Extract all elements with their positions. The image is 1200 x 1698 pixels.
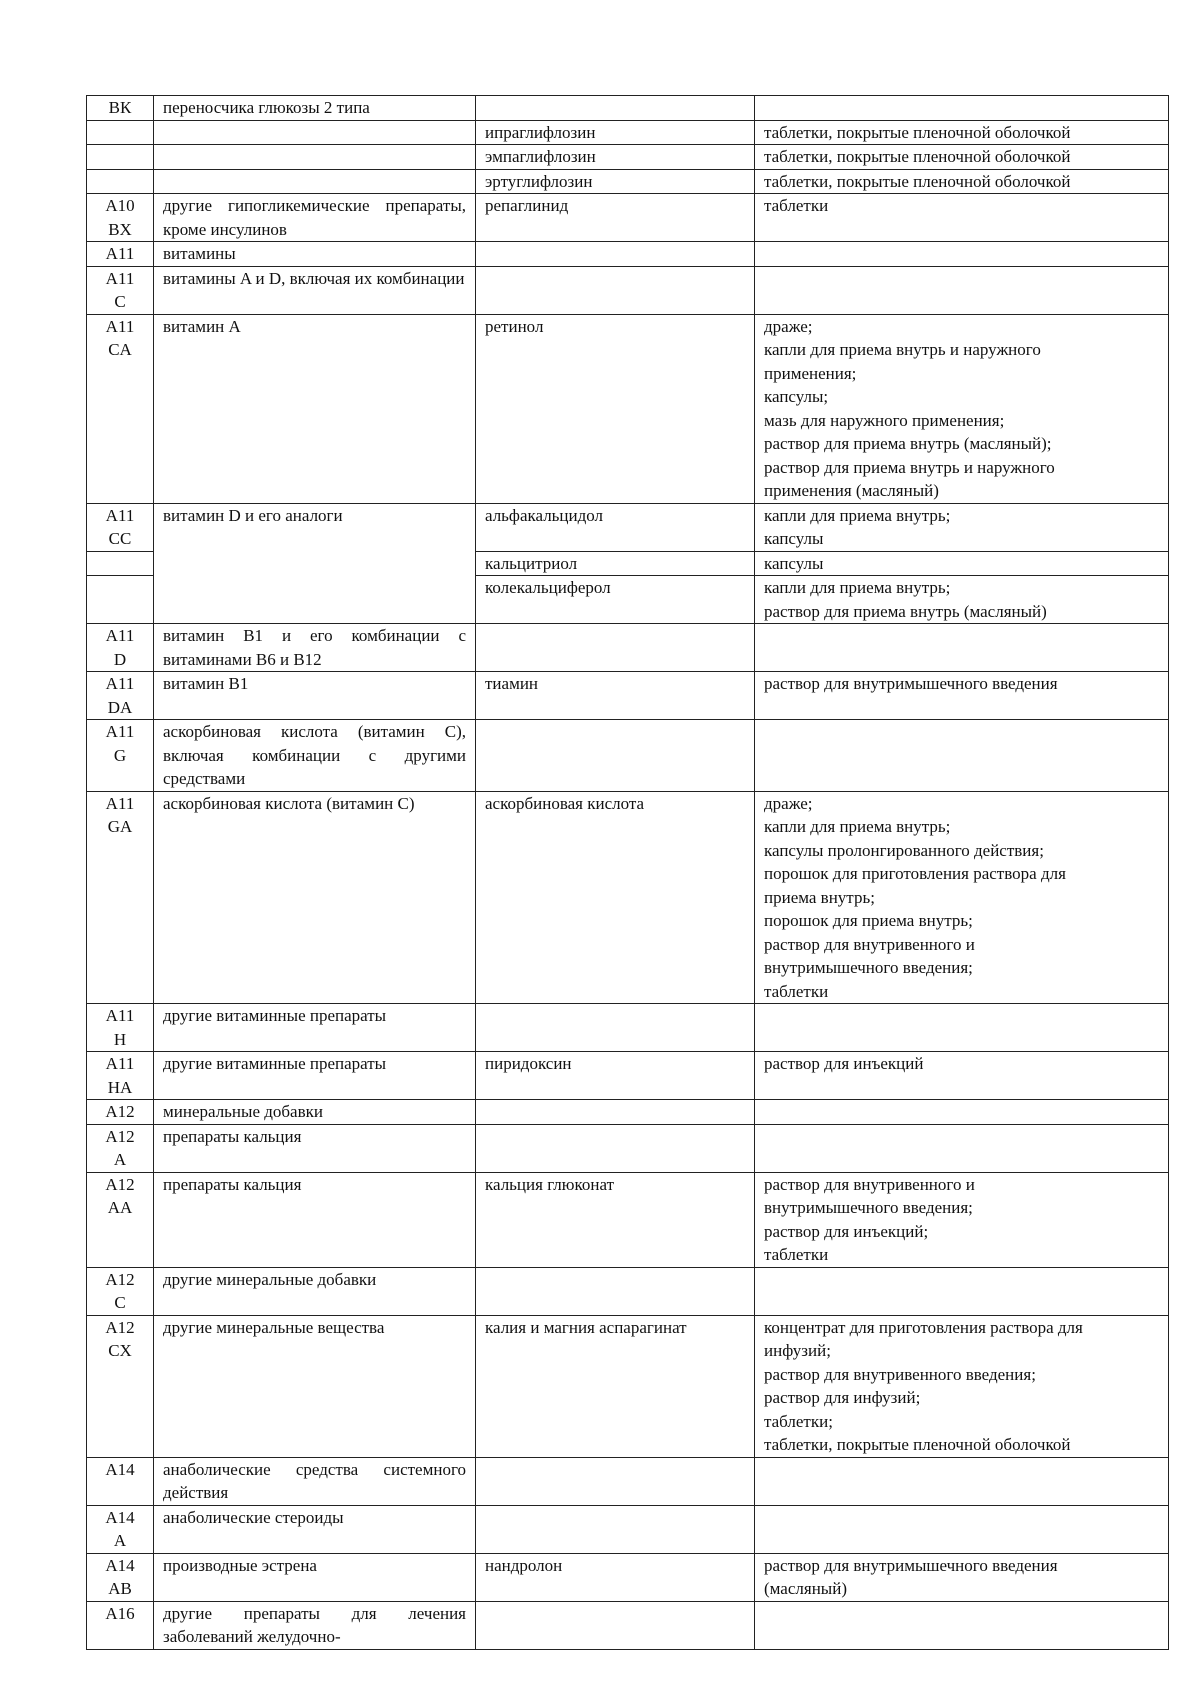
atc-code-line: A11 [105, 722, 135, 741]
atc-code-cell [87, 96, 154, 121]
drug-name-cell: ипраглифлозин [476, 120, 755, 145]
table-row [87, 1004, 1169, 1052]
drug-name-cell [476, 96, 755, 121]
table-row [87, 624, 1169, 672]
atc-group-cell: другие витаминные препараты [154, 1004, 476, 1052]
drug-name-cell [476, 720, 755, 792]
atc-code-line: A12 [105, 1126, 135, 1146]
dosage-form-line: капсулы пролонгированного действия; [764, 840, 1044, 860]
atc-code-line: AA [107, 1198, 133, 1217]
atc-code-line: A10 [105, 196, 135, 215]
dosage-form-cell [755, 503, 1169, 551]
dosage-form-line: капли для приема внутрь и наружного [764, 340, 1041, 359]
atc-group-cell: витамины A и D, включая их комбинации [154, 266, 476, 314]
dosage-form-cell [755, 1553, 1169, 1601]
atc-code-line: CA [108, 340, 132, 359]
drug-name-cell [476, 1004, 755, 1052]
atc-code-line: BX [108, 219, 132, 239]
table-row [87, 145, 1169, 170]
dosage-form-line: драже; [764, 316, 813, 336]
atc-code-line: A11 [105, 268, 135, 288]
drug-name-cell: нандролон [476, 1553, 755, 1601]
atc-group-cell: анаболические стероиды [154, 1505, 476, 1553]
atc-group-cell: препараты кальция [154, 1172, 476, 1267]
atc-code-cell [87, 169, 154, 194]
dosage-form-line: раствор для инъекций; [764, 1221, 929, 1241]
dosage-form-cell [755, 266, 1169, 314]
drug-list-table [86, 95, 1169, 1650]
atc-group-cell: другие минеральные вещества [154, 1315, 476, 1457]
drug-name-cell: эртуглифлозин [476, 169, 755, 194]
atc-group-cell: витамин A [154, 314, 476, 503]
atc-group-cell: витамин B1 и его комбинации с витаминами B6 и B12 [154, 624, 476, 672]
table-row [87, 1553, 1169, 1601]
dosage-form-cell [755, 624, 1169, 672]
atc-code-line: A16 [105, 1603, 135, 1623]
atc-code-line: A11 [105, 1054, 135, 1073]
drug-name-cell: тиамин [476, 672, 755, 720]
dosage-form-cell [755, 194, 1169, 242]
dosage-form-cell [755, 1052, 1169, 1100]
dosage-form-line: таблетки [764, 1245, 829, 1264]
drug-name-cell [476, 1601, 755, 1649]
dosage-form-line: применения (масляный) [764, 481, 939, 500]
dosage-form-line: капсулы [764, 553, 824, 573]
dosage-form-line: таблетки, покрытые пленочной оболочкой [764, 147, 1071, 166]
atc-code-line: HA [107, 1077, 133, 1097]
atc-group-cell: аскорбиновая кислота (витамин C), включая комбинации с другими средствами [154, 720, 476, 792]
dosage-form-line: капли для приема внутрь; [764, 578, 951, 597]
table-row [87, 503, 1169, 551]
dosage-form-cell [755, 551, 1169, 576]
atc-code-line: AB [108, 1579, 132, 1598]
dosage-form-line: таблетки, покрытые пленочной оболочкой [764, 122, 1071, 142]
atc-code-line: A11 [105, 793, 135, 813]
dosage-form-line: раствор для приема внутрь (масляный) [764, 601, 1047, 621]
atc-code-line: C [114, 292, 126, 311]
dosage-form-line: приема внутрь; [764, 887, 875, 907]
atc-code-line: A14 [105, 1507, 135, 1527]
atc-code-line: A12 [105, 1269, 135, 1289]
dosage-form-line: раствор для внутривенного и [764, 934, 975, 954]
dosage-form-cell [755, 1172, 1169, 1267]
table-row [87, 1601, 1169, 1649]
atc-code-cell [87, 1505, 154, 1553]
dosage-form-cell [755, 145, 1169, 170]
dosage-form-line: драже; [764, 793, 813, 813]
drug-name-cell: кальция глюконат [476, 1172, 755, 1267]
atc-code-line: A [113, 1150, 127, 1169]
atc-group-cell: другие гипогликемические препараты, кроме инсулинов [154, 194, 476, 242]
table-row [87, 720, 1169, 792]
dosage-form-line: раствор для внутримышечного введения [764, 1555, 1058, 1575]
atc-code-line: GA [107, 817, 133, 836]
drug-name-cell [476, 1100, 755, 1125]
table-row [87, 242, 1169, 267]
dosage-form-cell [755, 1505, 1169, 1553]
dosage-form-line: капсулы [764, 529, 824, 548]
atc-code-line: DA [107, 697, 133, 717]
atc-code-line: C [114, 1293, 126, 1312]
dosage-form-line: (масляный) [764, 1579, 847, 1598]
atc-code-cell [87, 720, 154, 792]
drug-name-cell: ретинол [476, 314, 755, 503]
drug-name-cell: аскорбиновая кислота [476, 791, 755, 1004]
table-row [87, 266, 1169, 314]
dosage-form-cell [755, 1315, 1169, 1457]
atc-group-cell: минеральные добавки [154, 1100, 476, 1125]
atc-code-cell [87, 791, 154, 1004]
atc-code-cell [87, 1100, 154, 1125]
dosage-form-line: таблетки, покрытые пленочной оболочкой [764, 1435, 1071, 1454]
dosage-form-cell [755, 791, 1169, 1004]
table-row [87, 1172, 1169, 1267]
dosage-form-line: раствор для инъекций [764, 1054, 924, 1073]
dosage-form-line: капли для приема внутрь; [764, 817, 951, 836]
table-row [87, 672, 1169, 720]
atc-code-cell [87, 576, 154, 624]
atc-code-line: A11 [105, 674, 135, 693]
atc-code-cell [87, 242, 154, 267]
dosage-form-line: раствор для приема внутрь (масляный); [764, 434, 1052, 453]
atc-group-cell: другие витаминные препараты [154, 1052, 476, 1100]
dosage-form-line: таблетки; [764, 1411, 833, 1431]
dosage-form-line: внутримышечного введения; [764, 1198, 973, 1217]
dosage-form-line: таблетки [764, 196, 829, 215]
atc-code-cell [87, 1315, 154, 1457]
atc-code-cell [87, 1172, 154, 1267]
atc-group-cell [154, 120, 476, 145]
atc-code-line: G [113, 745, 127, 765]
table-row [87, 1124, 1169, 1172]
dosage-form-cell [755, 1004, 1169, 1052]
dosage-form-cell [755, 672, 1169, 720]
atc-group-cell [154, 145, 476, 170]
atc-code-line: A11 [105, 244, 135, 263]
drug-name-cell [476, 242, 755, 267]
dosage-form-cell [755, 576, 1169, 624]
dosage-form-line: раствор для приема внутрь и наружного [764, 457, 1055, 477]
table-row [87, 96, 1169, 121]
atc-group-cell: анаболические средства системного действия [154, 1457, 476, 1505]
atc-code-line: A11 [105, 505, 135, 525]
atc-code-line: A14 [105, 1555, 135, 1575]
table-row [87, 1052, 1169, 1100]
atc-code-line: A11 [105, 316, 135, 336]
table-row [87, 1457, 1169, 1505]
atc-group-cell: другие минеральные добавки [154, 1267, 476, 1315]
atc-code-cell [87, 551, 154, 576]
drug-name-cell: колекальциферол [476, 576, 755, 624]
dosage-form-line: мазь для наружного применения; [764, 410, 1005, 430]
atc-group-cell: витамин B1 [154, 672, 476, 720]
drug-name-cell: кальцитриол [476, 551, 755, 576]
dosage-form-line: таблетки [764, 981, 829, 1001]
atc-code-cell [87, 624, 154, 672]
table-row [87, 314, 1169, 503]
drug-table-body [87, 96, 1169, 1650]
atc-code-line: A12 [105, 1102, 135, 1121]
atc-code-cell [87, 1601, 154, 1649]
atc-code-cell [87, 1553, 154, 1601]
dosage-form-line: капли для приема внутрь; [764, 505, 951, 525]
drug-name-cell [476, 624, 755, 672]
atc-code-cell [87, 314, 154, 503]
dosage-form-line: инфузий; [764, 1341, 831, 1360]
drug-name-cell [476, 1124, 755, 1172]
atc-group-cell: другие препараты для лечения заболеваний желудочно- [154, 1601, 476, 1649]
atc-code-cell [87, 120, 154, 145]
atc-group-cell: переносчика глюкозы 2 типа [154, 96, 476, 121]
dosage-form-line: внутримышечного введения; [764, 958, 973, 977]
dosage-form-line: порошок для приема внутрь; [764, 911, 973, 930]
atc-code-cell [87, 1457, 154, 1505]
atc-code-line: CC [108, 529, 132, 548]
table-row [87, 1100, 1169, 1125]
atc-code-cell [87, 194, 154, 242]
table-row [87, 1267, 1169, 1315]
atc-group-cell [154, 169, 476, 194]
dosage-form-line: порошок для приготовления раствора для [764, 864, 1066, 883]
dosage-form-cell [755, 720, 1169, 792]
atc-code-line: A12 [105, 1174, 135, 1194]
atc-code-line: CX [108, 1341, 132, 1360]
dosage-form-cell [755, 169, 1169, 194]
atc-code-line: A11 [105, 1006, 135, 1025]
atc-code-line: A14 [105, 1459, 135, 1479]
dosage-form-line: раствор для внутривенного и [764, 1174, 975, 1194]
dosage-form-cell [755, 1267, 1169, 1315]
atc-group-cell: препараты кальция [154, 1124, 476, 1172]
atc-code-line: A [113, 1531, 127, 1550]
table-row [87, 1505, 1169, 1553]
atc-group-cell: витамины [154, 242, 476, 267]
atc-code-cell [87, 1004, 154, 1052]
drug-name-cell: калия и магния аспарагинат [476, 1315, 755, 1457]
table-row [87, 169, 1169, 194]
dosage-form-line: капсулы; [764, 387, 829, 406]
drug-name-cell [476, 1457, 755, 1505]
dosage-form-line: таблетки, покрытые пленочной оболочкой [764, 171, 1071, 191]
dosage-form-line: применения; [764, 363, 857, 383]
drug-name-cell: альфакальцидол [476, 503, 755, 551]
atc-code-line: H [113, 1029, 127, 1049]
dosage-form-cell [755, 1601, 1169, 1649]
table-row [87, 194, 1169, 242]
atc-code-line: D [113, 649, 127, 669]
atc-code-cell [87, 266, 154, 314]
drug-name-cell [476, 266, 755, 314]
atc-code-line: A12 [105, 1317, 135, 1337]
atc-group-cell: витамин D и его аналоги [154, 503, 476, 624]
atc-group-cell: аскорбиновая кислота (витамин C) [154, 791, 476, 1004]
table-row [87, 120, 1169, 145]
drug-name-cell: пиридоксин [476, 1052, 755, 1100]
dosage-form-line: раствор для внутримышечного введения [764, 674, 1058, 693]
drug-name-cell: эмпаглифлозин [476, 145, 755, 170]
table-row [87, 1315, 1169, 1457]
dosage-form-cell [755, 1457, 1169, 1505]
dosage-form-line: раствор для инфузий; [764, 1388, 921, 1407]
drug-name-cell [476, 1267, 755, 1315]
dosage-form-cell [755, 120, 1169, 145]
dosage-form-line: концентрат для приготовления раствора для [764, 1317, 1083, 1337]
atc-code-line: ВК [108, 98, 132, 117]
drug-name-cell [476, 1505, 755, 1553]
atc-code-cell [87, 1124, 154, 1172]
atc-code-cell [87, 1052, 154, 1100]
drug-name-cell: репаглинид [476, 194, 755, 242]
table-row [87, 791, 1169, 1004]
dosage-form-cell [755, 242, 1169, 267]
dosage-form-line: раствор для внутривенного введения; [764, 1364, 1036, 1384]
dosage-form-cell [755, 1124, 1169, 1172]
dosage-form-cell [755, 1100, 1169, 1125]
dosage-form-cell [755, 96, 1169, 121]
dosage-form-cell [755, 314, 1169, 503]
atc-group-cell: производные эстрена [154, 1553, 476, 1601]
atc-code-cell [87, 145, 154, 170]
atc-code-cell [87, 503, 154, 551]
atc-code-cell [87, 672, 154, 720]
atc-code-cell [87, 1267, 154, 1315]
atc-code-line: A11 [105, 626, 135, 645]
